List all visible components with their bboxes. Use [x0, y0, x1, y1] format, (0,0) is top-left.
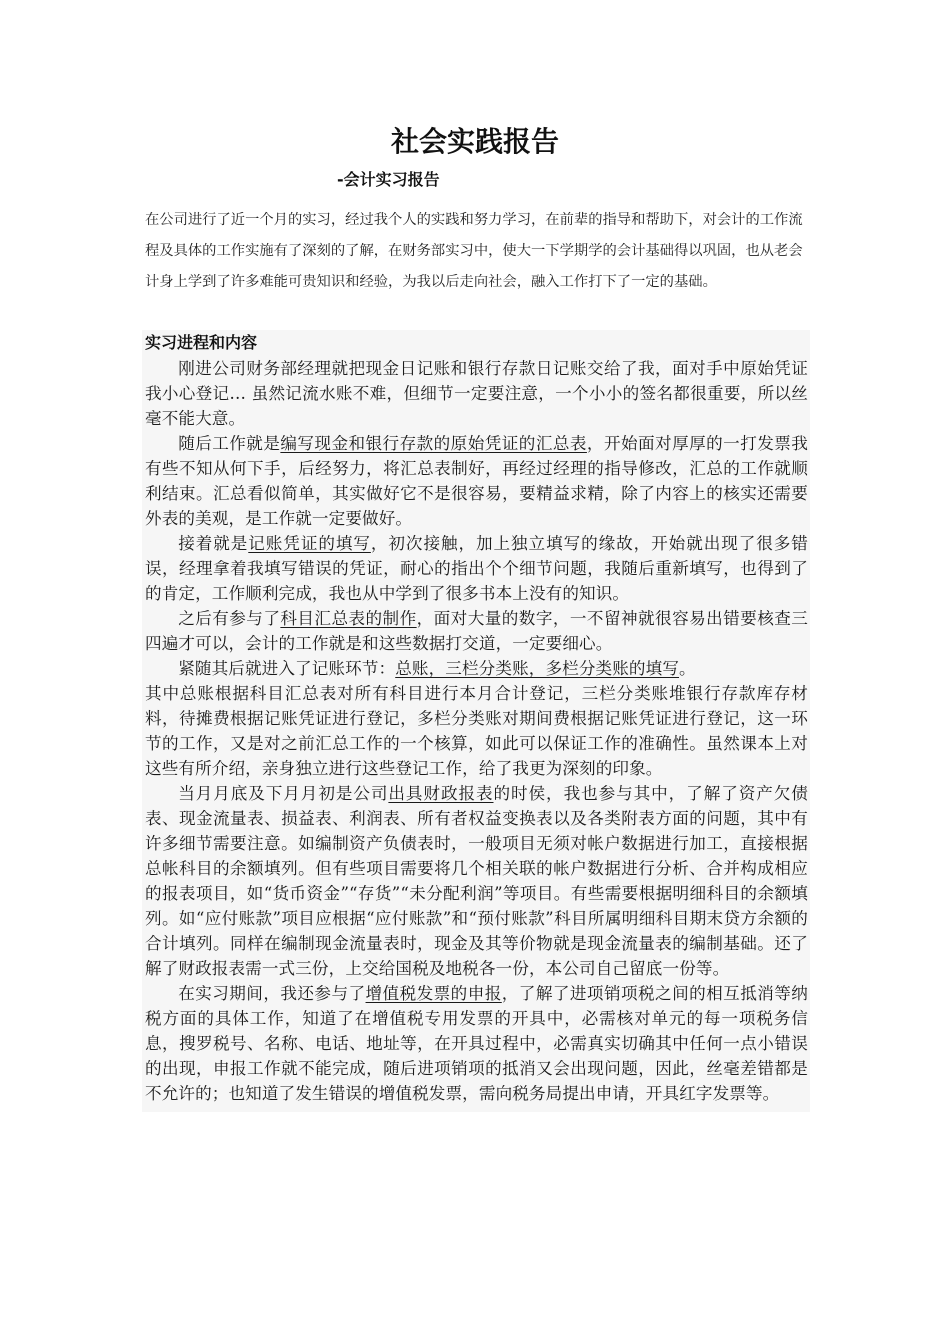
text-span: 的时侯，我也参与其中，了解了资产欠债表、现金流量表、损益表、利润表、所有者权益变换表以及各类附表方面的问题，其中有许多细节需要注意。如编制资产负债表时，一般项目无须对帐户数据进行加工，直接根据总帐科目的余额填列。但有些项目需要将几个相关联的帐户数据进行分析、合并构成相应的报表项目，如“货币资金”“存货”“未分配利润”等项目。有些需要根据明细科目的余额填列。如“应付账款”项目应根据“应付账款”和“预付账款”科目所属明细科目期末贷方余额的合计填列。同样在编制现金流量表时，现金及其等价物就是现金流量表的编制基础。还了解了财政报表需一式三份，上交给国税及地税各一份，本公司自己留底一份等。 [145, 784, 808, 978]
paragraph-bookkeeping [145, 656, 808, 681]
paragraph-account-summary [145, 606, 808, 656]
text-span: 。 [679, 659, 696, 678]
text-span: 当月月底及下月月初是公司 [178, 784, 389, 803]
intro-paragraph: 在公司进行了近一个月的实习，经过我个人的实践和努力学习，在前辈的指导和帮助下，对会计的工作流程及具体的工作实施有了深刻的了解，在财务部实习中，使大一下学期学的会计基础得以巩固，也从老会计身上学到了许多难能可贵知识和经验，为我以后走向社会，融入工作打下了一定的基础。 [145, 212, 803, 290]
text-span: ，开始面对厚厚的一打发票我有些不知从何下手，后经努力，将汇总表制好，再经过经理的指导修改，汇总的工作就顺利结束。汇总看似简单，其实做好它不是很容易，要精益求精，除了内容上的核实还需要外表的美观，是工作就一定要做好。 [145, 434, 808, 528]
text-span: ，面对大量的数字，一不留神就很容易出错要核查三四遍才可以，会计的工作就是和这些数据打交道，一定要细心。 [145, 609, 808, 653]
internship-section [142, 330, 810, 1112]
underlined-term: 总账，三栏分类账，多栏分类账的填写 [395, 659, 680, 678]
underlined-term: 出具财政报表 [388, 784, 494, 803]
document-subtitle: -会计实习报告 [337, 170, 440, 189]
section-heading: 实习进程和内容 [145, 333, 258, 352]
paragraph-financial-statements [145, 781, 808, 981]
text-span: ，了解了进项销项税之间的相互抵消等纳税方面的具体工作，知道了在增值税专用发票的开具中，必需核对单元的每一项税务信息，搜罗税号、名称、电话、地址等，在开具过程中，必需真实切确其中任何一点小错误的出现，申报工作就不能完成，随后进项销项的抵消又会出现问题，因此，丝毫差错都是不允许的；也知道了发生错误的增值税发票，需向税务局提出申请，开具红字发票等。 [145, 984, 808, 1103]
text-span: 紧随其后就进入了记账环节： [178, 659, 396, 678]
underlined-term: 科目汇总表的制作 [280, 609, 417, 628]
paragraph-vat-invoice [145, 981, 808, 1106]
paragraph-voucher [145, 531, 808, 606]
paragraph-ledger: 刚进公司财务部经理就把现金日记账和银行存款日记账交给了我，面对手中原始凭证我小心登记… 虽然记流水账不难，但细节一定要注意，一个小小的签名都很重要，所以丝毫不能大意。 [145, 359, 808, 428]
underlined-term: 增值税发票的申报 [365, 984, 502, 1003]
underlined-term: 记账凭证的填写 [248, 534, 371, 553]
text-span: 接着就是 [178, 534, 249, 553]
paragraph-summary-table [145, 431, 808, 531]
paragraph-general-ledger: 其中总账根据科目汇总表对所有科目进行本月合计登记，三栏分类账堆银行存款库存材料，待摊费根据记账凭证进行登记，多栏分类账对期间费根据记账凭证进行登记，这一环节的工作，又是对之前汇总工作的一个核算，如此可以保证工作的准确性。虽然课本上对这些有所介绍，亲身独立进行这些登记工作，给了我更为深刻的印象。 [145, 684, 808, 778]
underlined-term: 编写现金和银行存款的原始凭证的汇总表 [280, 434, 587, 453]
text-span: 在实习期间，我还参与了 [178, 984, 366, 1003]
text-span: 随后工作就是 [178, 434, 281, 453]
text-span: 之后有参与了 [178, 609, 281, 628]
text-span: ，初次接触，加上独立填写的缘故，开始就出现了很多错误，经理拿着我填写错误的凭证，耐心的指出个个细节问题，我随后重新填写，也得到了的肯定，工作顺利完成，我也从中学到了很多书本上没有的知识。 [145, 534, 809, 603]
document-title: 社会实践报告 [390, 125, 559, 158]
